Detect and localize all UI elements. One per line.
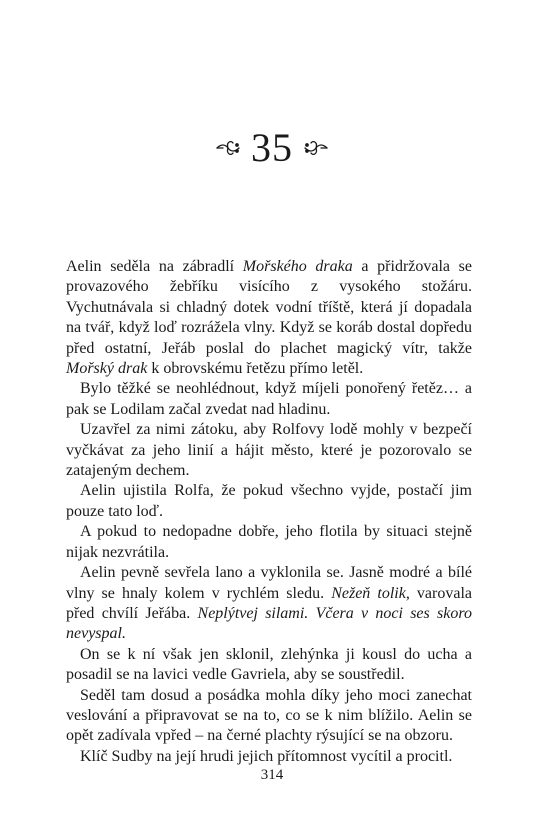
flourish-left-icon: [215, 138, 241, 158]
italic-text: Mořský drak: [66, 360, 148, 378]
text-run: , varovala před chvílí Jeřába.: [66, 584, 473, 622]
text-run: Aelin ujistila Rolfa, že pokud všechno vyjde, postačí jim pouze tato loď.: [66, 482, 472, 520]
text-run: Uzavřel za nimi zátoku, aby Rolfovy lodě mohly v bezpečí vyčkávat za jeho linií a hájit město, které je pozorovalo se zatajeným dechem.: [66, 421, 472, 480]
italic-text: Nežeň tolik: [331, 584, 406, 602]
italic-text: Mořského draka: [242, 258, 353, 275]
paragraph: [66, 747, 472, 767]
text-run: Klíč Sudby na její hrudi jejich přítomnost vycítil a procitl.: [80, 747, 453, 765]
text-run: Aelin pevně sevřela lano a vyklonila se. Jasně modré a bílé vlny se hnaly kolem v rychlém sledu.: [66, 564, 472, 602]
paragraph: [66, 257, 472, 379]
paragraph: [66, 563, 472, 645]
paragraph: [66, 522, 472, 563]
chapter-text: [66, 257, 472, 767]
text-run: k obrovskému řetězu přímo letěl.: [147, 360, 364, 378]
text-run: Bylo těžké se neohlédnout, když míjeli ponořený řetěz… a pak se Lodilam začal zvedat nad hladinu.: [66, 380, 472, 418]
paragraph: [66, 379, 472, 420]
page-number: 314: [260, 767, 284, 783]
chapter-number: 35: [251, 125, 293, 170]
paragraph: [66, 686, 472, 747]
italic-text: Neplýtvej silami. Včera v noci ses skoro nevyspal.: [66, 604, 472, 643]
text-run: A pokud to nedopadne dobře, jeho flotila by situaci stejně nijak nezvrátila.: [66, 523, 472, 561]
paragraph: [66, 420, 472, 481]
text-run: Seděl tam dosud a posádka mohla díky jeho moci zanechat veslování a připravovat se na to, co se k nim blížilo. Aelin se opět zadívala vpřed – na černé plachty rýsující se na obzoru.: [66, 686, 472, 745]
text-run: Aelin seděla na zábradlí: [66, 258, 243, 275]
text-run: a přidržovala se provazového žebříku visícího z vysokého stožáru. Vychutnávala si chladný dotek vodní tříště, která jí dopadala na tvář, když loď rozrážela vlny. Když se koráb dostal dopředu před ostatní, Jeřáb poslal do plachet magický vítr, takže: [66, 258, 472, 357]
paragraph: [66, 481, 472, 522]
flourish-right-icon: [303, 138, 329, 158]
paragraph: [66, 645, 472, 686]
text-run: On se k ní však jen sklonil, zlehýnka ji kousl do ucha a posadil se na lavici vedle Gavriela, aby se soustředil.: [66, 645, 472, 684]
chapter-heading: [0, 124, 544, 172]
